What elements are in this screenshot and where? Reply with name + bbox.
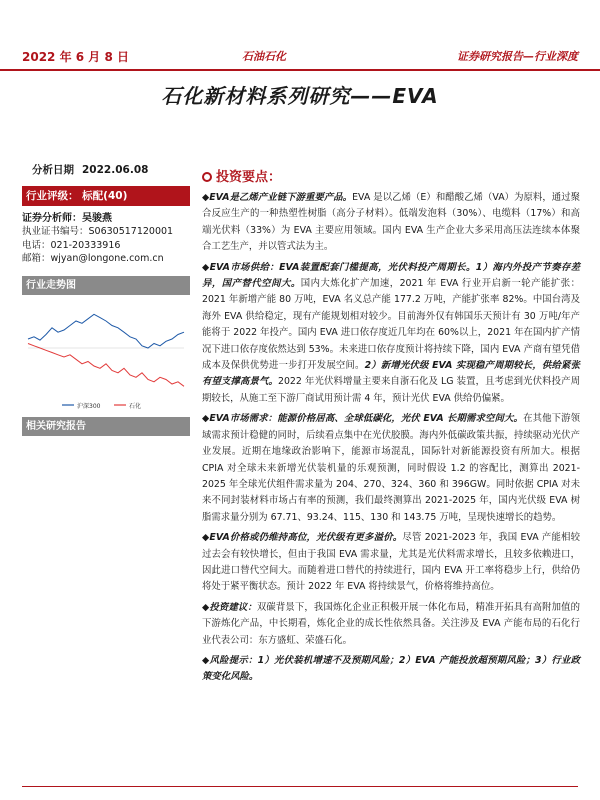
paragraph-overview [202,190,580,256]
paragraph-body: 尽管 2021-2023 年，我国 EVA 产能相较过去会有较快增长，但由于我国 EVA 需求量，尤其是光伏料需求增长，且较多依赖进口，因此进口替代空间大。而随着进口替代的持续进行，国内 EVA 开工率将稳步上行，供给仍将处于紧平衡状态。预计 2022 年 EVA 将持续景气，价格将维持高位。 [202,532,581,593]
left-sidebar [22,162,190,436]
chart-section-title: 行业走势图 [22,276,190,295]
industry-rating: 行业评级： 标配(40) [22,186,190,206]
header-row [22,48,578,64]
related-reports-title: 相关研究报告 [22,417,190,436]
paragraph-body: 2022 年光伏料增量主要来自浙石化及 LG 装置，且考虑到光伏料投产周期较长，从施工至下游厂商试用预计需 4 年，预计光伏 EVA 供给仍偏紧。 [202,376,580,404]
report-header [0,0,600,72]
paragraph-lead: ◆EVA是乙烯产业链下游重要产品。 [202,192,353,203]
analysis-date [22,162,190,180]
series-line-0 [28,314,184,348]
footer-rule [22,786,578,787]
paragraph-body: EVA 是以乙烯（E）和醋酸乙烯（VA）为原料，通过聚合反应生产的一种热塑性树脂（高分子材料）。低端发泡料（30%）、电缆料（17%）和高端光伏料（33%）为 EVA 主要应用领域。国内 EVA 生产企业大多采用高压法连续本体聚合工艺生产，并以管式法为主。 [202,192,581,253]
chart-legend [62,402,141,410]
series-layer [28,314,184,386]
bullet-ring-icon [202,172,212,182]
paragraph-lead: ◆EVA价格或仍维持高位，光伏级有更多溢价。 [202,532,403,544]
legend-label-petro: 石化 [129,402,142,410]
analysis-date-value: 2022.06.08 [82,164,149,176]
paragraph-bold: 2）新增光伏级 EVA 实现稳产周期较长，供给紧张有望支撑高景气。 [202,360,580,388]
paragraph-risk [202,653,580,686]
report-date: 2022 年 6 月 8 日 [22,50,129,64]
paragraph-body: 国内大炼化扩产加速，2021 年 EVA 行业开启新一轮产能扩张：2021 年新增产能 80 万吨，EVA 名义总产能 177.2 万吨，产能扩张率 82%。中国台湾及海外 EVA 供给稳定，现有产能规划相对较少。目前海外仅有韩国乐天预计有 30 万吨/年产能将于 2022 年投产。国内 EVA 进口依存度近几年均在 60%以上，2021 年在国内扩产情况下进口依存度依然达到 53%。未来进口依存度预计将持续下降，国内 EVA 产商有望凭借成本及保供优势进一步打开发展空间。 [202,278,580,372]
paragraph-supply [202,260,580,408]
analyst-license: 执业证书编号：S0630517120001 [22,226,174,238]
paragraph-body: 1）光伏装机增速不及预期风险；2）EVA 产能投放超预期风险；3）行业政策变化风险。 [202,654,580,683]
analyst-info [22,212,190,266]
header-rule [0,69,600,71]
analyst-email[interactable]: 邮箱：wjyan@longone.com.cn [22,253,164,265]
main-content [202,166,580,686]
paragraph-lead: ◆风险提示： [202,654,258,666]
paragraph-lead: ◆EVA市场需求：能源价格居高、全球低碳化，光伏 EVA 长期需求空间大。 [202,413,524,425]
paragraph-price [202,530,580,596]
paragraph-investment-advice [202,600,580,649]
series-line-1 [28,343,184,386]
paragraph-demand [202,411,580,526]
paragraph-lead: ◆EVA市场供给：EVA装置配套门槛提高，光伏料投产周期长。1）海内外投产节奏存差异，国产替代空间大。 [202,261,580,290]
paragraph-body: 在其他下游领域需求预计稳健的同时，后续看点集中在光伏胶膜。海内外低碳政策共振，持续驱动光伏产业发展。近期在地缘政治影响下，能源市场混乱，国际针对新能源投资有所加大。根据 CPIA 对全球未来新增光伏装机量的乐观预测，同时假设 1.2 的容配比，测算出 2021-2025 年全球光伏组件需求量为 204、270、324、360 和 396GW。同时依据 CPIA 对未来不同封装材料市场占有率的预测，我们最终测算出 2021-2025 年，国内光伏级 EVA 树脂需求量分别为 67.71、93.24、115、130 和 143.75 万吨，呈现快速增长的趋势。 [202,413,580,523]
industry-trend-chart [22,295,190,413]
analyst-phone: 电话：021-20333916 [22,239,121,251]
analysis-date-label: 分析日期 [32,164,74,176]
trend-chart-svg [22,295,190,413]
report-sector: 石油石化 [242,50,286,63]
investment-highlights-title [202,166,580,186]
legend-label-hs300: 沪深300 [77,402,101,410]
paragraph-lead: ◆投资建议： [202,601,257,613]
analyst-name: 证券分析师：吴骏燕 [22,213,112,224]
report-type: 证券研究报告—行业深度 [457,50,578,63]
report-title: 石化新材料系列研究——EVA [161,84,439,108]
paragraph-body: 双碳背景下，我国炼化企业正积极开展一体化布局，精准开拓具有高附加值的下游炼化产品，中长期看，炼化企业的成长性依然具备。关注涉及 EVA 产能布局的石化行业代表公司：东方盛虹、荣盛石化。 [202,601,580,646]
section-title-text: 投资要点： [216,170,282,185]
